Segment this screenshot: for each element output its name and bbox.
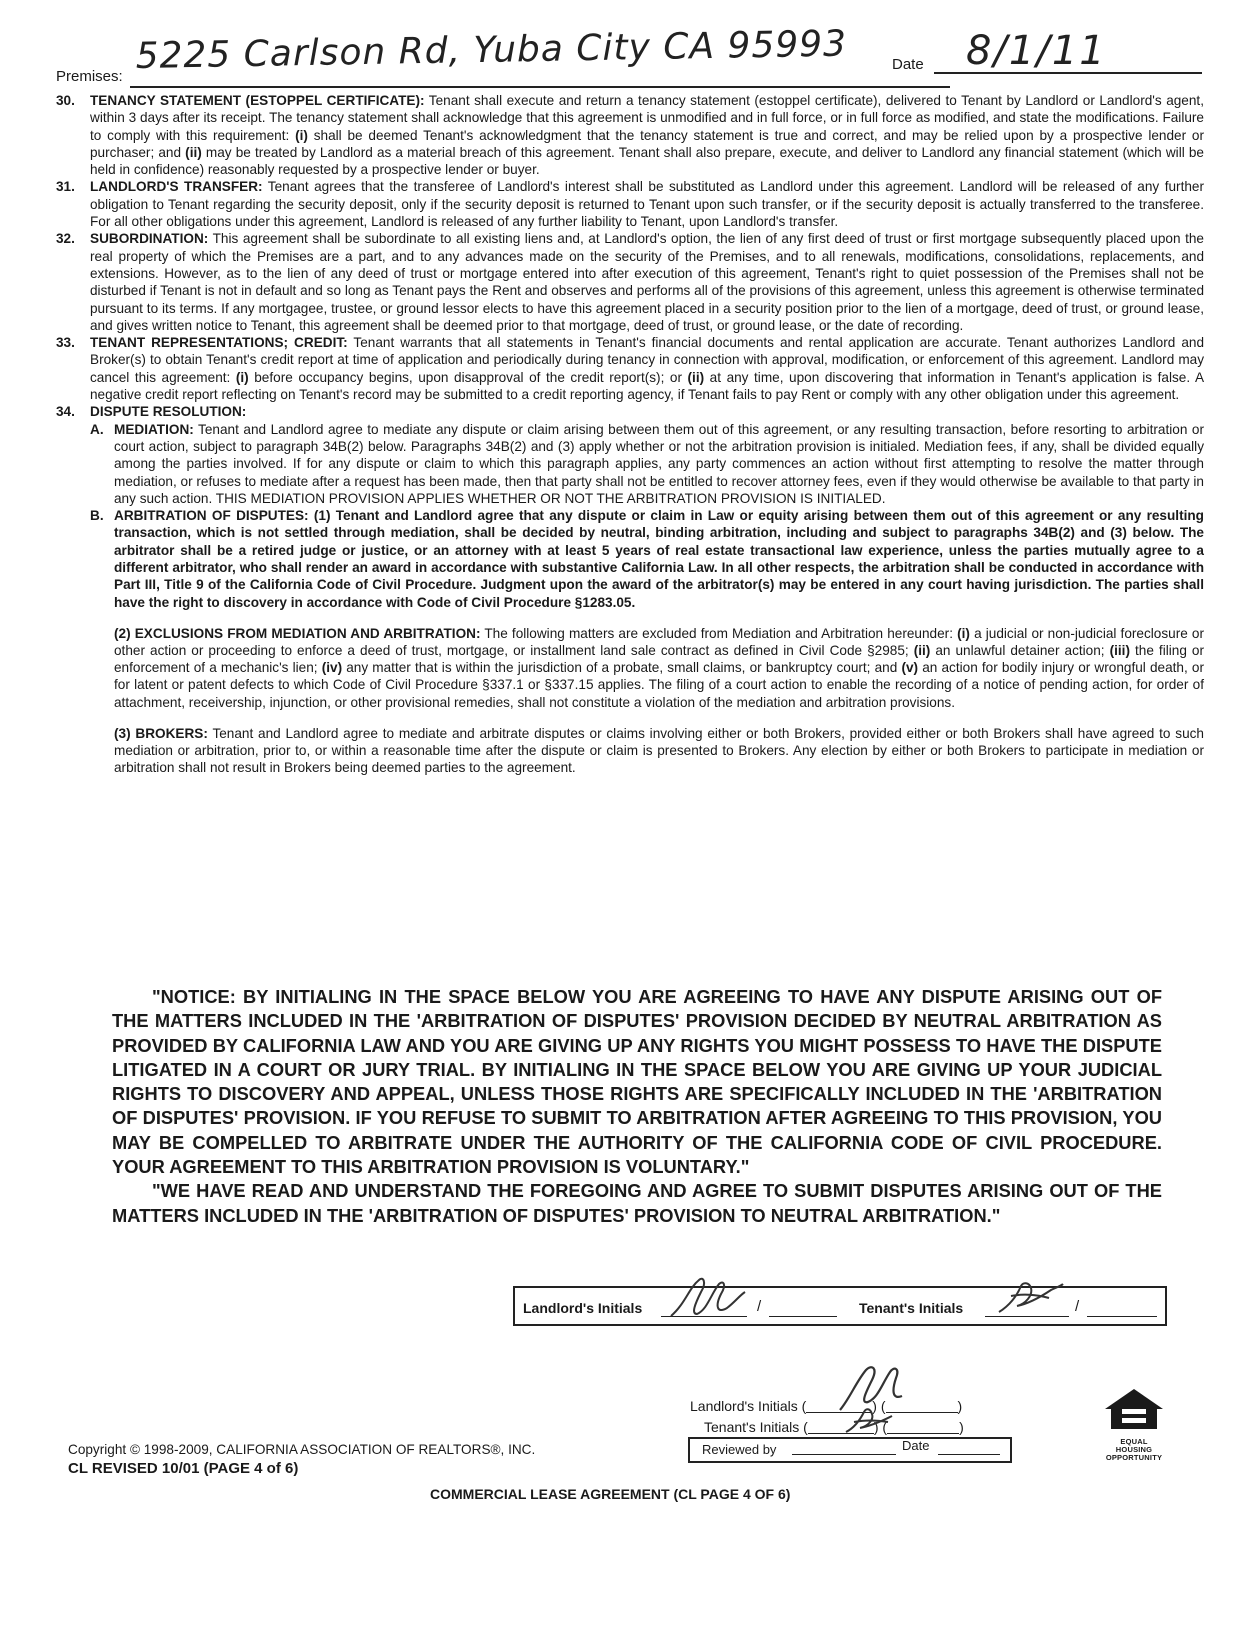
subsection-text: the filing or enforcement of a mechanic's lien; (114, 642, 1204, 676)
tenant-page-initials-label: Tenant's Initials ( (704, 1419, 808, 1435)
marker: (ii) (185, 144, 202, 160)
date-underline (934, 72, 1202, 74)
date-label: Date (892, 56, 924, 73)
copyright-block (68, 1440, 535, 1478)
subsection-heading: (3) BROKERS: (114, 725, 208, 741)
subsection-text: Tenant and Landlord agree to mediate and arbitrate disputes or claims involving either or both Brokers, provided either or both Brokers shall have agreed to such mediation or arbitration, prior to, or within a reasonable time after the dispute or claim is presented to Brokers. Any election by either or both Brokers to participate in mediation or arbitration shall not result in Brokers being deemed parties to the agreement. (114, 725, 1204, 776)
tenant-page-initials-row (704, 1419, 964, 1435)
subsection-text: (1) Tenant and Landlord agree that any dispute or claim in Law or equity arising between them out of this agreement or any resulting transaction, which is not settled through mediation, shall be decided by neutral, binding arbitration, including and subject to paragraphs 34B(2) and (3) below. The arbitrator shall be a retired judge or justice, or an attorney with at least 5 years of real estate transactional law experience, unless the parties mutually agree to a different arbitrator, who shall render an award in accordance with substantive California Law. In all other respects, the arbitration shall be conducted in accordance with Part III, Title 9 of the California Code of Civil Procedure. Judgment upon the award of the arbitrator(s) may be entered in any court having jurisdiction. The parties shall have the right to discovery in accordance with Code of Civil Procedure §1283.05. (114, 508, 1204, 610)
section-text: may be treated by Landlord as a material breach of this agreement. Tenant shall also prepare, execute, and deliver to Landlord any financial statement (which will be held in confidence) reasonably requested by a prospective lender or buyer. (90, 144, 1204, 178)
subsection-text: Tenant and Landlord agree to mediate any dispute or claim arising between them out of this agreement, or any resulting transaction, before resorting to arbitration or court action, subject to paragraph 34B(2) below. Paragraphs 34B(2) and (3) apply whether or not the arbitration provision is initialed. Mediation fees, if any, shall be divided equally among the parties involved. If for any dispute or claim to which this paragraph applies, any party commences an action without first attempting to resolve the matter through mediation, or refuses to mediate after a request has been made, then that party shall not be entitled to recover attorney fees, even if they would otherwise be available to that party in any such action. THIS MEDIATION PROVISION APPLIES WHETHER OR NOT THE ARBITRATION PROVISION IS INITIALED. (114, 421, 1204, 506)
landlord-second-initials-field[interactable] (769, 1316, 837, 1317)
section-heading: DISPUTE RESOLUTION: (90, 404, 247, 420)
agreement-paragraph: "WE HAVE READ AND UNDERSTAND THE FOREGOING AND AGREE TO SUBMIT DISPUTES ARISING OUT OF THE MATTERS INCLUDED IN THE 'ARBITRATION OF DISPUTES' PROVISION TO NEUTRAL ARBITRATION." (112, 1180, 1162, 1226)
marker: (i) (957, 625, 970, 641)
section-text: shall be deemed Tenant's acknowledgment that the tenancy statement is true and correct, and may be relied upon by a prospective lender or purchaser; and (90, 127, 1204, 160)
arbitration-initials-box (513, 1286, 1167, 1326)
paren-mid: ) ( (872, 1398, 886, 1414)
section-32 (56, 230, 1204, 334)
subsection-text: The following matters are excluded from Mediation and Arbitration hereunder: (480, 625, 958, 641)
section-34 (56, 403, 1204, 420)
reviewed-date-field[interactable] (938, 1454, 1000, 1455)
initials-slash: / (1075, 1298, 1080, 1315)
section-heading: TENANT REPRESENTATIONS; CREDIT: (90, 335, 348, 351)
section-31 (56, 178, 1204, 230)
subsection-text: a judicial or non-judicial foreclosure or other action or proceeding to enforce a deed of trust, mortgage, or installment land sale contract as defined in Civil Code §2985; (114, 625, 1205, 658)
premises-value[interactable]: 5225 Carlson Rd, Yuba City CA 95993 (135, 23, 848, 77)
reviewed-date-label: Date (902, 1438, 930, 1453)
section-text: Tenant agrees that the transferee of Landlord's interest shall be substituted as Landlord under this agreement. Landlord will be released of any further obligation to Tenant regarding the security deposit, only if the security deposit is returned to Tenant upon such transfer, or if the security deposit is actually transferred to the transferee. For all other obligations under this agreement, Landlord is released of any further liability to Tenant, upon Landlord's transfer. (90, 179, 1204, 230)
initials-slash: / (757, 1298, 762, 1315)
marker: (ii) (687, 369, 705, 385)
section-text: at any time, upon discovering that information in Tenant's application is false. A negative credit report reflecting on Tenant's record may be submitted to a credit reporting agency, if Tenant fails to pay Rent or comply with any other obligation under this agreement. (90, 369, 1205, 403)
section-34a-mediation (90, 421, 1204, 507)
equal-housing-logo (1103, 1387, 1165, 1462)
section-text: Tenant warrants that all statements in Tenant's financial documents and rental application are accurate. Tenant authorizes Landlord and Broker(s) to obtain Tenant's credit report at time of application and periodically during tenancy in connection with approval, modification, or enforcement of this agreement. Landlord may cancel this agreement: (90, 335, 1205, 385)
paren-end: ) (959, 1419, 964, 1435)
section-30 (56, 92, 1204, 178)
section-number: 33. (56, 335, 75, 351)
tenant-initials-label: Tenant's Initials (859, 1300, 964, 1316)
copyright-text: Copyright © 1998-2009, CALIFORNIA ASSOCIATION OF REALTORS®, INC. (68, 1442, 536, 1457)
marker: (i) (295, 127, 308, 143)
section-heading: LANDLORD'S TRANSFER: (90, 179, 263, 195)
section-34b-arbitration (90, 507, 1204, 611)
reviewed-by-field[interactable] (792, 1454, 896, 1455)
subsection-text: any matter that is within the jurisdiction of a probate, small claims, or bankruptcy court; and (342, 660, 902, 676)
subsection-letter: B. (90, 508, 104, 524)
section-text: before occupancy begins, upon disapproval of the credit report(s); or (248, 369, 688, 385)
footer-title: COMMERCIAL LEASE AGREEMENT (CL PAGE 4 OF 6) (430, 1486, 791, 1502)
reviewed-by-label: Reviewed by (702, 1442, 777, 1457)
marker: (v) (901, 660, 919, 676)
marker: (i) (235, 369, 249, 385)
equal-housing-caption: EQUAL HOUSING OPPORTUNITY (1105, 1437, 1163, 1462)
premises-underline (130, 86, 950, 88)
subsection-heading: ARBITRATION OF DISPUTES: (114, 508, 309, 524)
notice-paragraph: "NOTICE: BY INITIALING IN THE SPACE BELOW YOU ARE AGREEING TO HAVE ANY DISPUTE ARISING OUT OF THE MATTERS INCLUDED IN THE 'ARBITRATION OF DISPUTES' PROVISION DECIDED BY NEUTRAL ARBITRATION AS PROVIDED BY CALIFORNIA LAW AND YOU ARE GIVING UP ANY RIGHTS YOU MIGHT POSSESS TO HAVE THE DISPUTE LITIGATED IN A COURT OR JURY TRIAL. BY INITIALING IN THE SPACE BELOW YOU ARE GIVING UP YOUR JUDICIAL RIGHTS TO DISCOVERY AND APPEAL, UNLESS THOSE RIGHTS ARE SPECIFICALLY INCLUDED IN THE 'ARBITRATION OF DISPUTES' PROVISION. IF YOU REFUSE TO SUBMIT TO ARBITRATION AFTER AGREEING TO THIS PROVISION, YOU MAY BE COMPELLED TO ARBITRATE UNDER THE AUTHORITY OF THE CALIFORNIA CODE OF CIVIL PROCEDURE. YOUR AGREEMENT TO THIS ARBITRATION PROVISION IS VOLUNTARY." (112, 986, 1162, 1178)
landlord-page-initials-row (690, 1398, 962, 1414)
section-number: 34. (56, 404, 75, 420)
section-heading: SUBORDINATION: (90, 231, 209, 247)
arbitration-notice (112, 985, 1162, 1228)
section-33 (56, 334, 1204, 403)
marker: (iv) (321, 660, 343, 676)
marker: (iii) (1109, 642, 1130, 658)
subsection-letter: A. (90, 421, 104, 437)
subsection-heading: MEDIATION: (114, 421, 194, 437)
paren-end: ) (957, 1398, 963, 1414)
premises-label: Premises: (56, 68, 123, 85)
section-text: Tenant shall execute and return a tenancy statement (estoppel certificate), delivered to Tenant by Landlord or Landlord's agent, within 3 days after its receipt. The tenancy statement shall acknowledge that this agreement is unmodified and in full force, or in full force as modified, and state the modifications. Failure to comply with this requirement: (90, 93, 1204, 143)
landlord-initials-label: Landlord's Initials (523, 1300, 643, 1316)
section-34b2-exclusions (114, 625, 1204, 711)
subsection-heading: (2) EXCLUSIONS FROM MEDIATION AND ARBITRATION: (114, 625, 481, 641)
landlord-page-initials-label: Landlord's Initials ( (690, 1398, 807, 1414)
subsection-text: an action for bodily injury or wrongful death, or for latent or patent defects to which Code of Civil Procedure §337.1 or §337.15 applies. The filing of a court action to enable the recording of a notice of pending action, for order of attachment, receivership, injunction, or other provisional remedies, shall not constitute a violation of the mediation and arbitration provisions. (114, 660, 1204, 710)
tenant-page-initials-signature (840, 1406, 900, 1436)
section-number: 31. (56, 179, 75, 195)
revision-text: CL REVISED 10/01 (PAGE 4 of 6) (68, 1460, 299, 1477)
subsection-text: an unlawful detainer action; (930, 642, 1110, 658)
section-heading: TENANCY STATEMENT (ESTOPPEL CERTIFICATE): (90, 93, 425, 108)
lease-body (56, 92, 1204, 790)
tenant-second-initials-field[interactable] (1087, 1316, 1157, 1317)
premises-header (54, 23, 1202, 88)
section-text: This agreement shall be subordinate to all existing liens and, at Landlord's option, the lien of any first deed of trust or first mortgage subsequently placed upon the real property of which the Premises are a part, and to any advances made on the security of the Premises, and to all renewals, modifications, consolidations, replacements, and extensions. However, as to the lien of any deed of trust or mortgage entered into after execution of this agreement, Tenant's right to quiet possession of the Premises shall not be disturbed if Tenant is not in default and so long as Tenant pays the Rent and observes and performs all of the provisions of this agreement, unless this agreement is otherwise terminated pursuant to its terms. If any mortgagee, trustee, or ground lessor elects to have this agreement placed in a security position prior to the lien of a mortgage, deed of trust, or ground lease, and gives written notice to Tenant, this agreement shall be deemed prior to that mortgage, deed of trust, or ground lease, or the date of recording. (90, 231, 1204, 333)
landlord-initials-signature (665, 1274, 749, 1322)
reviewed-by-box (688, 1437, 1012, 1463)
marker: (ii) (913, 642, 931, 658)
tenant-initials-signature (991, 1278, 1065, 1318)
section-34b3-brokers (114, 725, 1204, 777)
section-number: 30. (56, 93, 75, 108)
paren-mid: ) ( (873, 1419, 888, 1435)
date-value[interactable]: 8/1/11 (966, 28, 1107, 74)
section-number: 32. (56, 231, 75, 247)
equal-housing-icon (1103, 1387, 1165, 1431)
